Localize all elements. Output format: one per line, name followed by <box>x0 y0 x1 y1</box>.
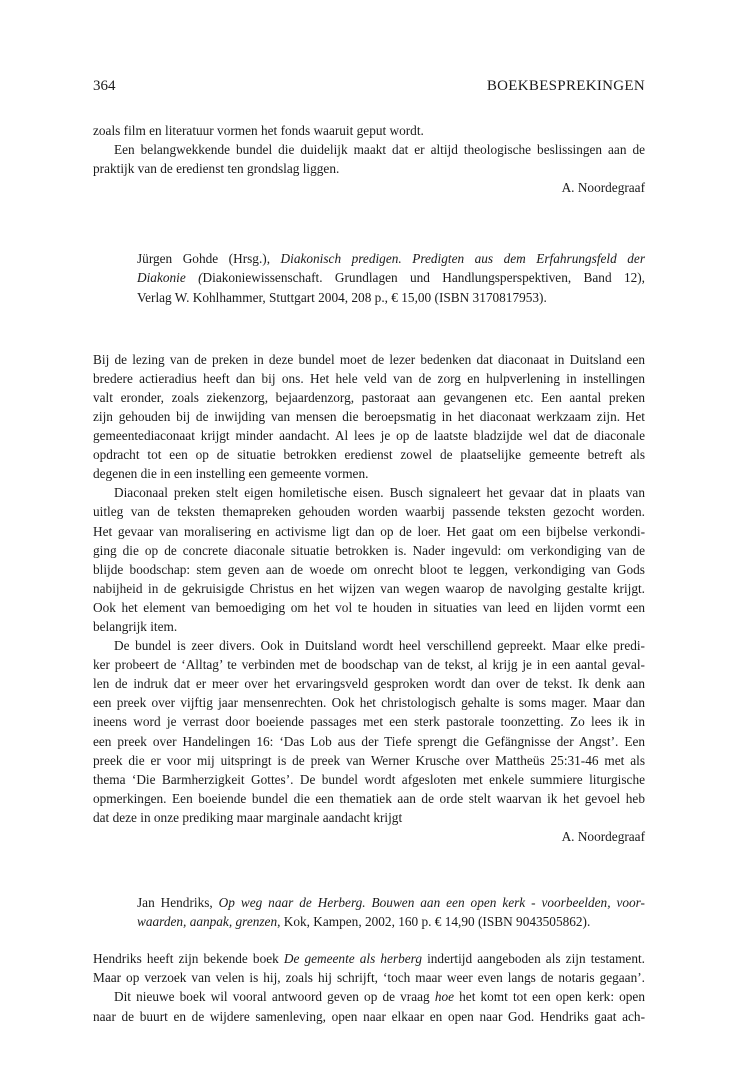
citation-line: Verlag W. Kohlhammer, Stuttgart 2004, 208 p., € 15,00 (ISBN 3170817953). <box>137 289 547 305</box>
paragraph <box>93 483 645 636</box>
text-line: uitleg van de teksten themapreken gehouden worden waarbij passende teksten gezocht worden. <box>93 504 645 520</box>
citation-publisher: , Kok, Kampen, 2002, 160 p. € 14,90 (ISBN 9043505862). <box>277 914 591 930</box>
text-line: valt eronder, zoals ziekenzorg, bejaardenzorg, pastoraat aan gevangenen etc. Een aantal preken <box>93 389 645 405</box>
citation-title: waarden, aanpak, grenzen <box>137 914 278 930</box>
text-span: Hendriks heeft zijn bekende boek <box>93 951 284 967</box>
paragraph <box>93 636 645 827</box>
reviewer-signature: A. Noordegraaf <box>561 829 645 844</box>
review-2 <box>93 350 645 846</box>
text-line: praktijk van de eredienst ten grondslag liggen. <box>93 161 340 177</box>
text-line: ker probeert de ‘Alltag’ te verbinden met de boodschap van de tekst, al krijg je in een aantal geval- <box>93 657 645 673</box>
text-line: gemeentediaconaat krijgt minder aandacht. Al lees je op de laatste bladzijde wel dat de diaconale <box>93 428 645 444</box>
text-line: preek die er voor mij uitspringt is de preek van Werner Krusche over Mattheüs 25:31-46 met als <box>93 752 645 768</box>
text-line: Maar op verzoek van velen is hij, zoals hij schrijft, ‘toch maar weer even langs de notaris gegaan’. <box>93 970 645 986</box>
text-line: zoals film en literatuur vormen het fonds waaruit geput wordt. <box>93 123 424 138</box>
text-line: opmerkingen. Een boeiende bundel die een thematiek aan de orde stelt waarvan ik het gevoel heb <box>93 790 645 806</box>
text-span: indertijd aangeboden als zijn testament. <box>421 951 645 967</box>
citation-line <box>137 893 645 912</box>
text-line: degenen die in een instelling een gemeente vormen. <box>93 466 369 482</box>
page-number: 364 <box>93 78 116 94</box>
text-line: Het gevaar van moralisering en activisme ligt dan op de loer. Het gaat om een bijbelse verkondi- <box>93 523 645 539</box>
text-span: Dit nieuwe boek wil vooral antwoord geven op de vraag <box>114 989 435 1005</box>
text-line <box>93 987 645 1006</box>
text-line: ineens word je verrast door boeiende passages met een sterk pastorale toonzetting. Zo lees ik in <box>93 714 645 730</box>
text-line: Ook het element van bemoediging om het vol te houden in situaties van leed en lijden vormt een <box>93 599 645 615</box>
citation-title: Diakonie ( <box>137 270 203 286</box>
book-title: De gemeente als herberg <box>283 951 422 967</box>
citation-author: Jan Hendriks, <box>137 895 219 911</box>
text-line: nabijheid in de gekruisigde Christus en het wijzen van wegen waarop de navolging gestalte krijgt. <box>93 580 645 596</box>
review-3 <box>93 949 645 1025</box>
running-header <box>93 78 645 98</box>
paragraph <box>93 350 645 484</box>
text-line: len de indruk dat er meer over het ervaringsveld gesproken wordt dan over de tekst. Ik denk aan <box>93 676 645 692</box>
book-citation-gohde <box>137 249 645 306</box>
page-body <box>93 121 645 1026</box>
citation-author: Jürgen Gohde (Hrsg.), <box>137 251 281 267</box>
text-line: Een belangwekkende bundel die duidelijk maakt dat er altijd theologische beslissingen aan de <box>114 142 645 158</box>
citation-title: Diakonisch predigen. Predigten aus dem Erfahrungsfeld der <box>280 251 646 267</box>
text-line: blijde boodschap: stem geven aan de woede om onrecht bloot te leggen, verkondiging van Gods <box>93 561 645 577</box>
book-citation-hendriks <box>137 893 645 931</box>
text-line: naar de buurt en de wijdere samenleving, open naar elkaar en open naar God. Hendriks gaat ach- <box>93 1008 645 1024</box>
text-line: thema ‘Die Barmherzigkeit Gottes’. De bundel wordt afgesloten met enkele summiere liturgische <box>93 771 645 787</box>
section-title: BOEKBESPREKINGEN <box>486 78 645 94</box>
text-line: opdracht tot een op de situatie betrokken eredienst zowel de plaatselijke gemeente betreft als <box>93 447 645 463</box>
citation-line <box>137 268 645 287</box>
text-line: De bundel is zeer divers. Ook in Duitsland wordt heel verschillend gepreekt. Maar elke predi- <box>114 638 645 654</box>
text-line: bredere actieradius heeft dan bij ons. Het hele veld van de zorg en hulpverlening in instellingen <box>93 370 645 386</box>
text-line: belangrijk item. <box>93 618 178 634</box>
text-line <box>93 949 645 968</box>
review-1-end <box>93 121 645 197</box>
citation-title: Op weg naar de Herberg. Bouwen aan een open kerk - voorbeelden, voor- <box>218 895 645 911</box>
text-line: zijn gehouden bij de inwijding van mensen die beroepsmatig in het diaconaat werkzaam zijn. Het <box>93 408 645 424</box>
text-line: Diaconaal preken stelt eigen homiletische eisen. Busch signaleert het gevaar dat in plaats van <box>114 485 645 501</box>
citation-series: Diakoniewissenschaft. Grundlagen und Handlungsperspektiven, Band 12), <box>202 270 646 286</box>
citation-line <box>137 249 645 268</box>
text-line: Bij de lezing van de preken in deze bundel moet de lezer bedenken dat diaconaat in Duitsland een <box>93 351 645 367</box>
emphasis: hoe <box>434 989 455 1005</box>
citation-line <box>137 912 645 931</box>
text-line: een preek over Handelingen 16: ‘Das Lob aus der Tiefe sprengt die Gefängnisse der Angst’. Een <box>93 733 645 749</box>
text-line: dat deze in onze prediking maar marginale aandacht krijgt <box>93 809 403 825</box>
text-line: ging die op de concrete diaconale situatie betrokken is. Nader ingevuld: om verkondiging van de <box>93 542 645 558</box>
text-span: het komt tot een open kerk: open <box>454 989 645 1005</box>
reviewer-signature: A. Noordegraaf <box>561 180 645 196</box>
text-line: een preek over vijftig jaar mensenrechten. Ook het christologisch gehalte is soms mager. Maar dan <box>93 695 645 711</box>
